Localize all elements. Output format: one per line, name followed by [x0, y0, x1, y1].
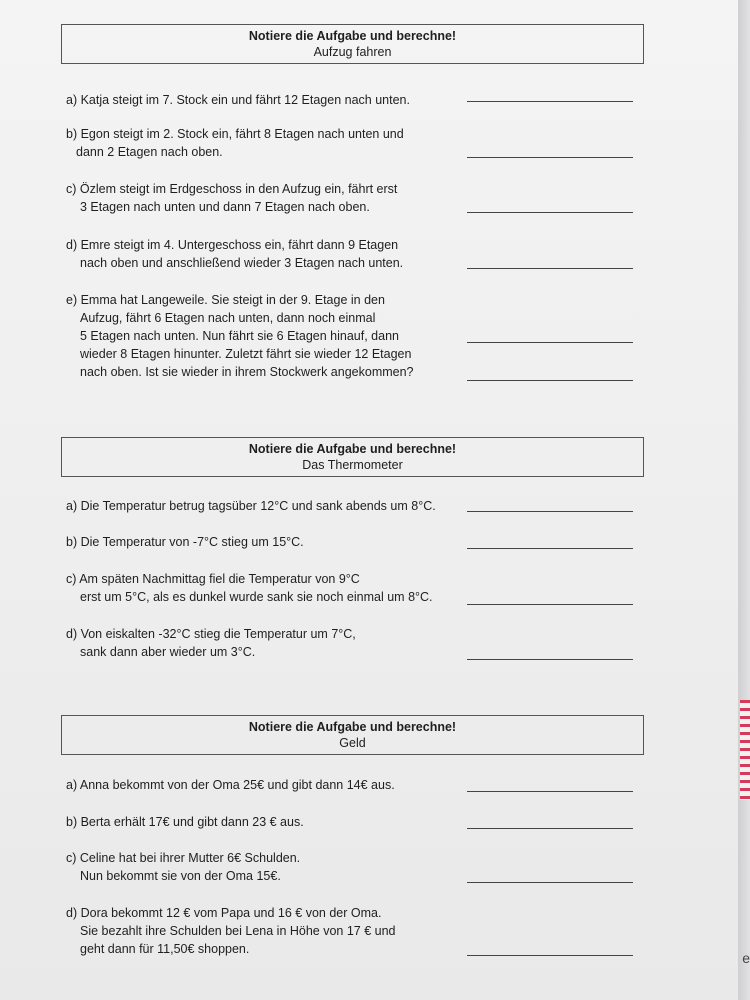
task-text: erst um 5°C, als es dunkel wurde sank sie noch einmal um 8°C. [80, 590, 433, 604]
task-text: a) Anna bekommt von der Oma 25€ und gibt dann 14€ aus. [66, 778, 395, 792]
answer-line[interactable] [467, 342, 633, 343]
task-text: Sie bezahlt ihre Schulden bei Lena in Höhe von 17 € und [80, 924, 396, 938]
task-text: d) Emre steigt im 4. Untergeschoss ein, fährt dann 9 Etagen [66, 238, 399, 252]
answer-line[interactable] [467, 791, 633, 792]
section-header-thermometer [61, 437, 644, 477]
task-item [66, 180, 466, 216]
task-item [66, 533, 466, 551]
task-text: Nun bekommt sie von der Oma 15€. [80, 869, 281, 883]
page-edge [738, 0, 750, 1000]
task-item [66, 291, 466, 381]
answer-line[interactable] [467, 828, 633, 829]
paper-edge-mark [740, 700, 750, 800]
task-text: b) Egon steigt im 2. Stock ein, fährt 8 Etagen nach unten und [66, 127, 404, 141]
task-text: c) Celine hat bei ihrer Mutter 6€ Schulden. [66, 851, 301, 865]
task-item [66, 776, 466, 794]
task-text: 3 Etagen nach unten und dann 7 Etagen nach oben. [80, 200, 370, 214]
section-title: Notiere die Aufgabe und berechne! [248, 29, 457, 43]
task-item [66, 236, 466, 272]
task-text: d) Von eiskalten -32°C stieg die Temperatur um 7°C, [66, 627, 356, 641]
task-text: nach oben. Ist sie wieder in ihrem Stockwerk angekommen? [80, 365, 414, 379]
answer-line[interactable] [467, 268, 633, 269]
answer-line[interactable] [467, 955, 633, 956]
task-text: b) Berta erhält 17€ und gibt dann 23 € aus. [66, 815, 304, 829]
task-text: d) Dora bekommt 12 € vom Papa und 16 € von der Oma. [66, 906, 382, 920]
section-subtitle: Das Thermometer [302, 458, 403, 472]
section-title: Notiere die Aufgabe und berechne! [248, 720, 457, 734]
task-text: 5 Etagen nach unten. Nun fährt sie 6 Etagen hinauf, dann [80, 329, 399, 343]
section-subtitle: Geld [339, 736, 366, 750]
task-text: nach oben und anschließend wieder 3 Etagen nach unten. [80, 256, 404, 270]
answer-line[interactable] [467, 659, 633, 660]
answer-line[interactable] [467, 157, 633, 158]
answer-line[interactable] [467, 101, 633, 102]
task-text: dann 2 Etagen nach oben. [76, 145, 223, 159]
task-item [66, 570, 466, 606]
task-item [66, 813, 466, 831]
task-text: c) Özlem steigt im Erdgeschoss in den Aufzug ein, fährt erst [66, 182, 398, 196]
task-text: b) Die Temperatur von -7°C stieg um 15°C. [66, 535, 304, 549]
section-subtitle: Aufzug fahren [313, 45, 392, 59]
task-text: a) Katja steigt im 7. Stock ein und fährt 12 Etagen nach unten. [66, 93, 410, 107]
section-header-elevator [61, 24, 644, 64]
task-text: a) Die Temperatur betrug tagsüber 12°C und sank abends um 8°C. [66, 499, 436, 513]
section-header-money [61, 715, 644, 755]
task-text: wieder 8 Etagen hinunter. Zuletzt fährt sie wieder 12 Etagen [80, 347, 412, 361]
task-text: Aufzug, fährt 6 Etagen nach unten, dann noch einmal [80, 311, 376, 325]
task-text: sank dann aber wieder um 3°C. [80, 645, 256, 659]
task-text: geht dann für 11,50€ shoppen. [80, 942, 250, 956]
task-item [66, 125, 466, 161]
task-item [66, 849, 466, 885]
section-title: Notiere die Aufgabe und berechne! [248, 442, 457, 456]
task-text: c) Am späten Nachmittag fiel die Temperatur von 9°C [66, 572, 360, 586]
task-text: e) Emma hat Langeweile. Sie steigt in der 9. Etage in den [66, 293, 385, 307]
task-item [66, 91, 466, 109]
answer-line[interactable] [467, 212, 633, 213]
answer-line[interactable] [467, 882, 633, 883]
edge-letter: e [742, 950, 750, 966]
task-item [66, 904, 466, 958]
answer-line[interactable] [467, 511, 633, 512]
answer-line[interactable] [467, 548, 633, 549]
task-item [66, 497, 466, 515]
task-item [66, 625, 466, 661]
answer-line[interactable] [467, 604, 633, 605]
answer-line[interactable] [467, 380, 633, 381]
